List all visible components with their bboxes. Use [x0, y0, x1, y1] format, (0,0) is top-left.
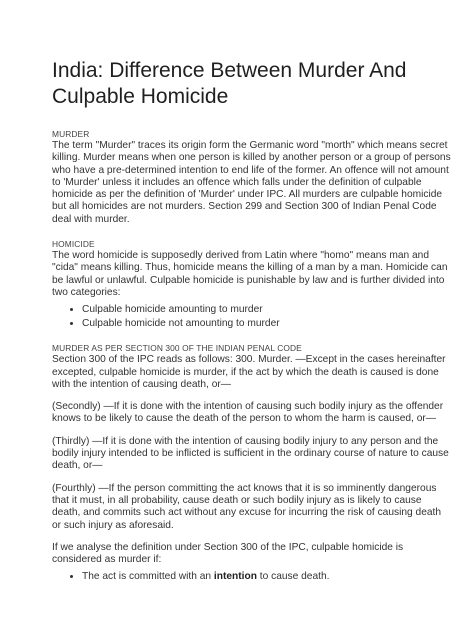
section-300-paragraph-2: (Secondly) —If it is done with the intention of causing such bodily injury as the offender knows to be likely to cause the death of the person to whom the harm is caused, or— [52, 401, 444, 425]
murder-paragraph: The term "Murder" traces its origin form the Germanic word "morth" which means secret killing. Murder means when one person is killed by another person or a group of persons who have a pre-determined intention to end life of the former. An offence will not amount to 'Murder' unless it includes an offence which falls under the definition of culpable homicide as per the definition of 'Murder' under IPC. All murders are culpable homicide but all homicides are not murders. Section 299 and Section 300 of Indian Penal Code deal with murder. [52, 140, 451, 225]
document-page [52, 58, 452, 584]
section-300-paragraph-3: (Thirdly) —If it is done with the intention of causing bodily injury to any person and the bodily injury intended to be inflicted is sufficient in the ordinary course of nature to cause death, or— [52, 435, 449, 472]
homicide-paragraph: The word homicide is supposedly derived from Latin where "homo" means man and "cida" means killing. Thus, homicide means the killing of a man by a man. Homicide can be lawful or unlawful. Culpable homicide is punishable by law and is further divided into two categories: [52, 250, 448, 298]
document-title: India: Difference Between Murder And Culpable Homicide [52, 59, 407, 108]
list-item: • Culpable homicide not amounting to murder [82, 317, 452, 331]
list-item [82, 570, 452, 584]
list-item-bold-word: intention [213, 571, 257, 583]
section-300-paragraph-5: If we analyse the definition under Section 300 of the IPC, culpable homicide is considered as murder if: [52, 541, 404, 566]
list-item-suffix: to cause death. [256, 571, 330, 583]
section-heading-murder: MURDER [52, 129, 90, 139]
homicide-categories-list [52, 303, 452, 330]
list-item: • Culpable homicide amounting to murder [82, 303, 452, 317]
section-300-paragraph-4: (Fourthly) —If the person committing the act knows that it is so imminently dangerous that it must, in all probability, cause death or such bodily injury as is likely to cause death, and commits such act without any excuse for incurring the risk of causing death or such injury as aforesaid. [52, 482, 442, 531]
murder-conditions-list [52, 570, 452, 584]
section-300-paragraph-1: Section 300 of the IPC reads as follows: 300. Murder. —Except in the cases hereinafter excepted, culpable homicide is murder, if the act by which the death is caused is done with the intention of causing death, or— [52, 354, 446, 390]
section-heading-section-300: MURDER AS PER SECTION 300 OF THE INDIAN PENAL CODE [52, 343, 302, 354]
section-heading-homicide: HOMICIDE [52, 239, 95, 250]
list-item-prefix: The act is committed with an [82, 571, 214, 583]
